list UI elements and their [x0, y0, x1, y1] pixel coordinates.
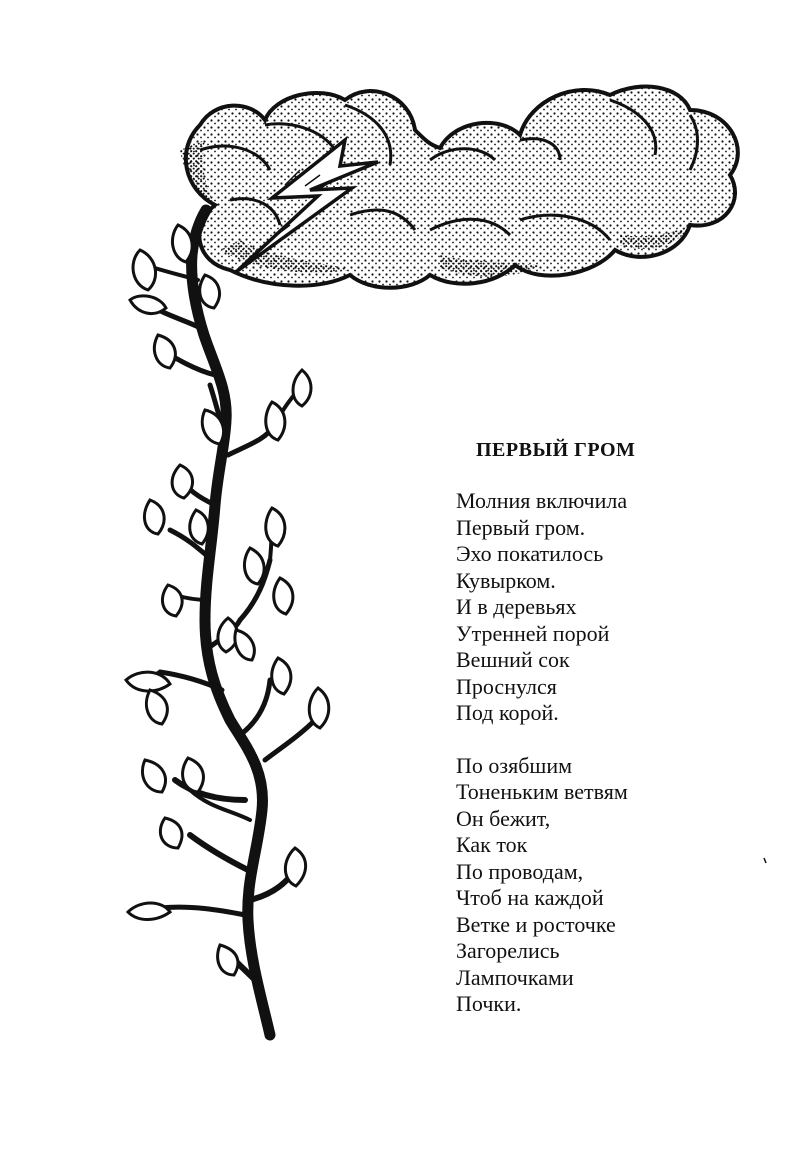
- poem-title: ПЕРВЫЙ ГРОМ: [476, 439, 636, 461]
- bud: [272, 658, 291, 694]
- poem-stanza-1: [456, 488, 786, 727]
- bud: [293, 370, 311, 406]
- poem-line: Лампочками: [456, 964, 574, 990]
- bud: [160, 818, 182, 848]
- bud: [190, 510, 209, 544]
- bud: [130, 296, 166, 314]
- poem-line: И в деревьях: [456, 594, 577, 619]
- poem-line: Вешний сок: [456, 647, 570, 672]
- thunder-cloud: [180, 87, 738, 288]
- poem-line: Ветке и росточке: [456, 911, 616, 937]
- poem: [456, 436, 786, 1018]
- bud: [266, 508, 285, 546]
- poem-line: Как ток: [456, 832, 528, 857]
- poem-line: Первый гром.: [456, 514, 586, 540]
- bud: [235, 630, 254, 660]
- bud: [144, 500, 164, 534]
- poem-line: Загорелись: [456, 938, 560, 963]
- poem-stanza-2: [456, 753, 786, 1018]
- bud: [309, 688, 329, 728]
- poem-line: По озябшим: [456, 752, 573, 778]
- bud: [285, 848, 305, 886]
- bud: [172, 465, 192, 498]
- bud: [128, 903, 170, 920]
- bud: [244, 548, 264, 584]
- bud: [218, 945, 238, 975]
- poem-line: Эхо покатилось: [456, 541, 604, 566]
- bud: [172, 225, 192, 262]
- bud: [162, 585, 182, 616]
- poem-line: Кувырком.: [456, 567, 556, 593]
- poem-line: Почки.: [456, 991, 522, 1016]
- poem-line: По проводам,: [456, 858, 584, 884]
- poem-line: Он бежит,: [456, 805, 551, 831]
- poem-line: Тоненьким ветвям: [456, 779, 628, 804]
- bud: [266, 402, 285, 440]
- poem-line: Утренней порой: [456, 620, 610, 646]
- poem-line: Под корой.: [456, 700, 559, 725]
- bud: [142, 760, 165, 792]
- bud: [133, 250, 156, 290]
- poem-line: Чтоб на каждой: [456, 885, 604, 910]
- bud: [274, 578, 293, 614]
- bud: [146, 690, 167, 724]
- poem-line: Проснулся: [456, 673, 557, 699]
- poem-line: Молния включила: [456, 488, 628, 513]
- bud: [154, 335, 175, 368]
- bud: [183, 758, 204, 792]
- bud: [126, 672, 170, 691]
- bud: [200, 275, 220, 308]
